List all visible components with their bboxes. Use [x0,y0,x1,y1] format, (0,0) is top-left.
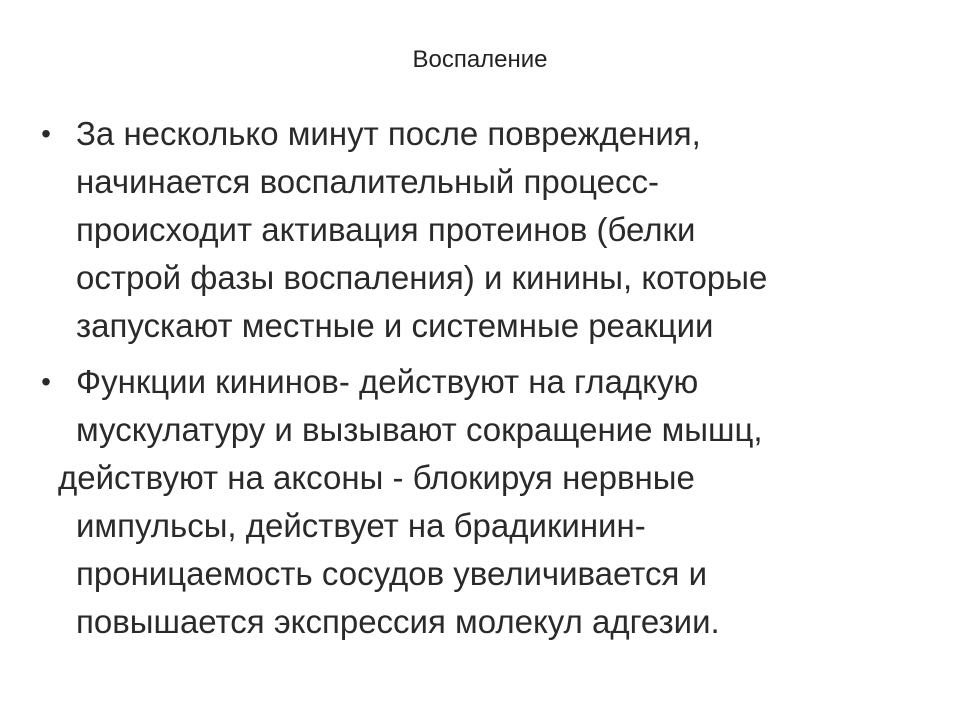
bullet-2-line-3: действуют на аксоны - блокируя нервные [58,459,695,496]
bullet-1-line-4: острой фазы воспаления) и кинины, которые [76,259,768,296]
bullet-2-line-5: проницаемость сосудов увеличивается и [76,555,708,592]
bullet-1-line-1: За несколько минут после повреждения, [76,115,701,152]
bullet-item-1 [36,110,916,350]
bullet-2-line-6: повышается экспрессия молекул адгезии. [76,603,720,640]
bullet-2-line-4: импульсы, действует на брадикинин- [76,507,646,544]
bullet-icon: • [41,366,51,397]
bullet-1-line-3: происходит активация протеинов (белки [76,211,696,248]
bullet-1-line-5: запускают местные и системные реакции [76,307,714,344]
slide-body [36,110,916,646]
bullet-2-line-1: Функции кининов- действуют на гладкую [76,363,699,400]
bullet-1-line-2: начинается воспалительный процесс- [76,163,659,200]
bullet-icon: • [41,118,51,149]
slide-title: Воспаление [412,46,548,73]
bullet-2-line-2: мускулатуру и вызывают сокращение мышц, [76,411,763,448]
bullet-item-2 [36,358,916,646]
